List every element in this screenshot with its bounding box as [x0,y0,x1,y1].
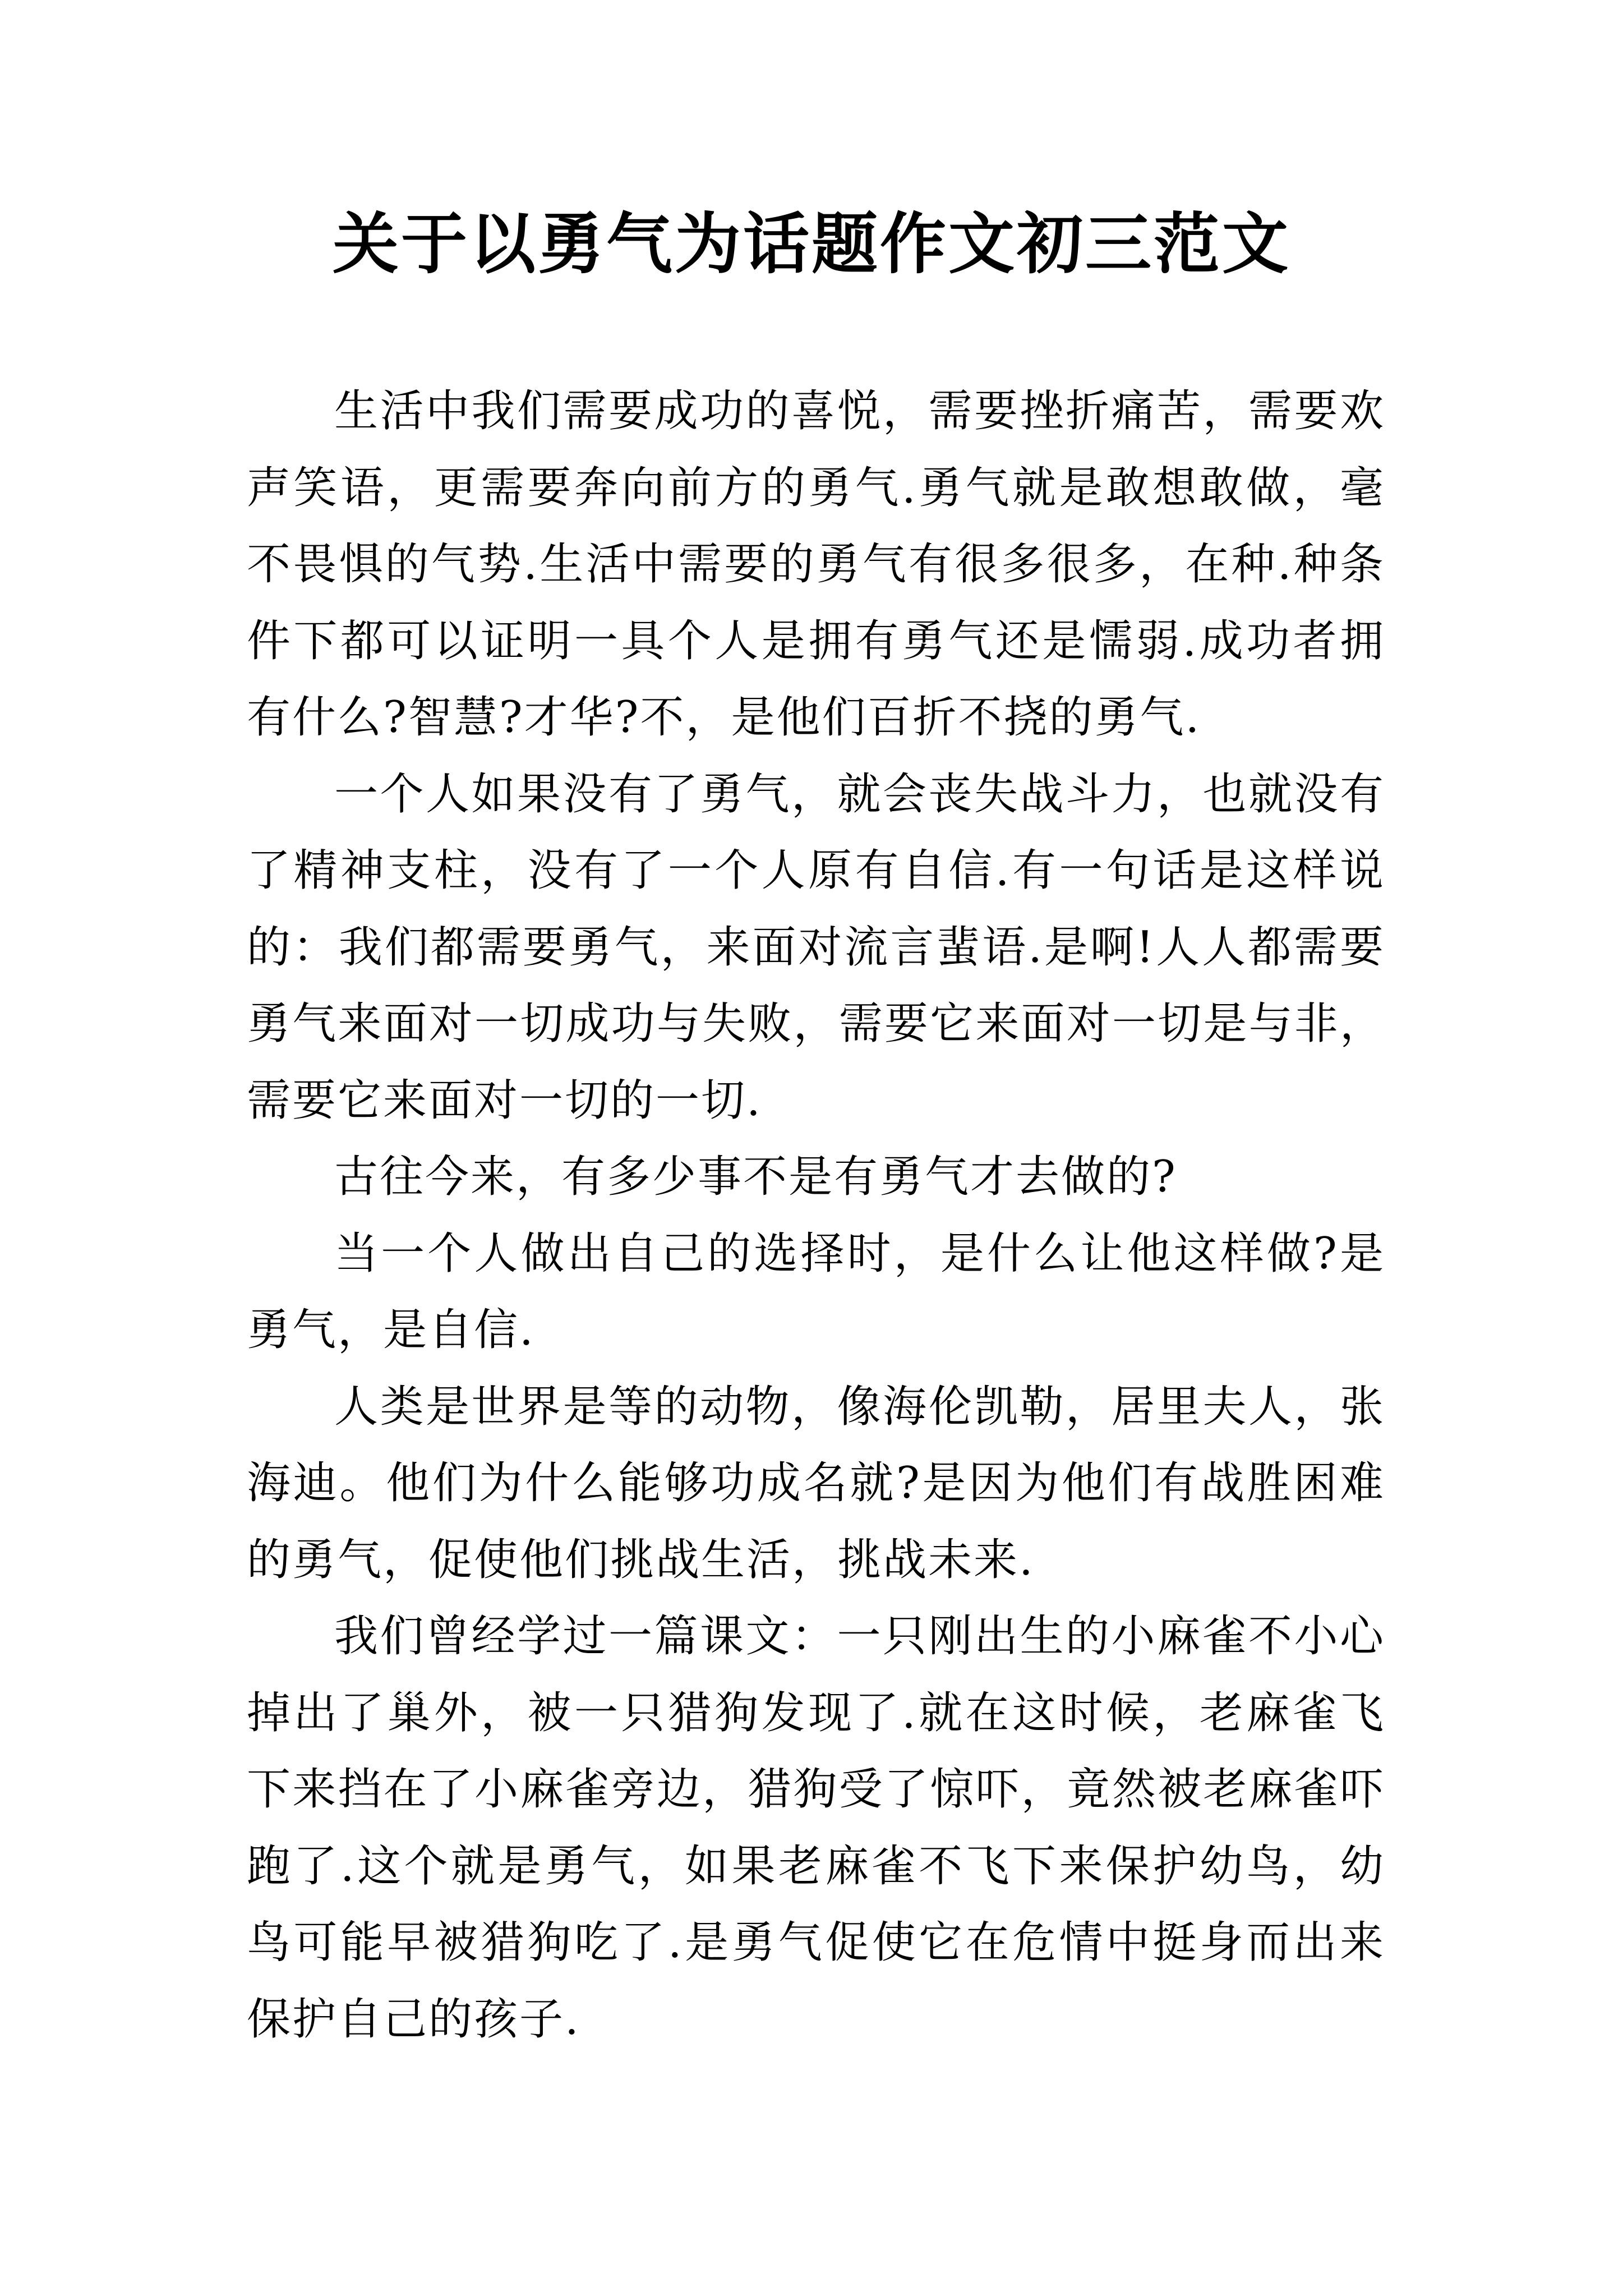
paragraph: 我们曾经学过一篇课文：一只刚出生的小麻雀不小心掉出了巢外，被一只猎狗发现了.就在这时候，老麻雀飞下来挡在了小麻雀旁边，猎狗受了惊吓，竟然被老麻雀吓跑了.这个就是勇气，如果老麻雀不飞下来保护幼鸟，幼鸟可能早被猎狗吃了.是勇气促使它在危情中挺身而出来保护自己的孩子. [247,1611,1385,2045]
paragraph: 一个人如果没有了勇气，就会丧失战斗力，也就没有了精神支柱，没有了一个人原有自信.有一句话是这样说的：我们都需要勇气，来面对流言蜚语.是啊!人人都需要勇气来面对一切成功与失败，需要它来面对一切是与非，需要它来面对一切的一切. [247,769,1385,1126]
paragraph: 人类是世界是等的动物，像海伦凯勒，居里夫人，张海迪。他们为什么能够功成名就?是因为他们有战胜困难的勇气，促使他们挑战生活，挑战未来. [247,1381,1385,1585]
paragraph: 古往今来，有多少事不是有勇气才去做的? [334,1152,1177,1202]
page-title: 关于以勇气为话题作文初三范文 [332,205,1290,283]
document-body [247,373,1385,2058]
paragraph: 当一个人做出自己的选择时，是什么让他这样做?是勇气，是自信. [247,1228,1385,1355]
paragraph: 生活中我们需要成功的喜悦，需要挫折痛苦，需要欢声笑语，更需要奔向前方的勇气.勇气就是敢想敢做，毫不畏惧的气势.生活中需要的勇气有很多很多，在种.种条件下都可以证明一具个人是拥有勇气还是懦弱.成功者拥有什么?智慧?才华?不，是他们百折不挠的勇气. [247,386,1385,743]
